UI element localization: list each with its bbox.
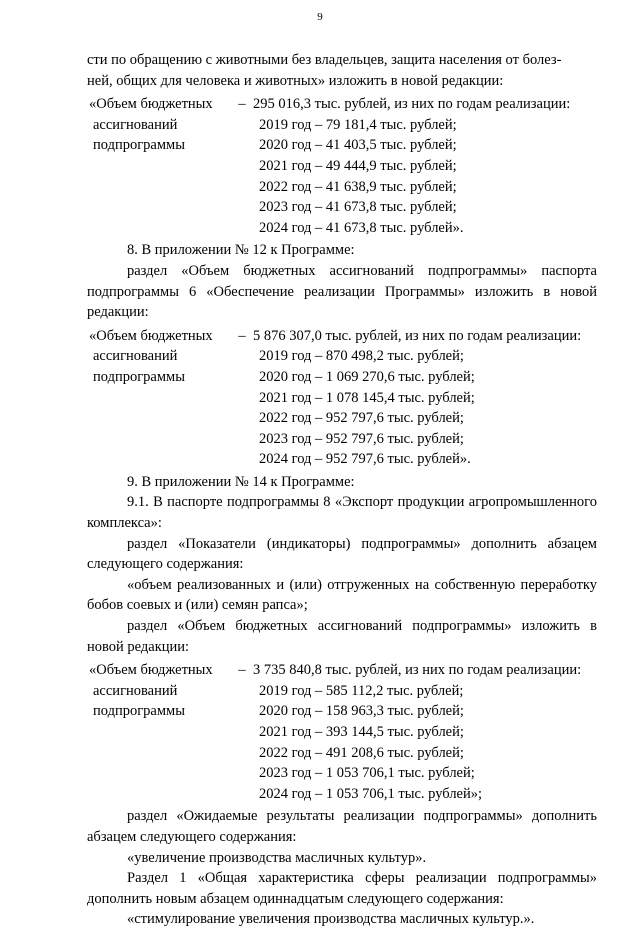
budget-year-line: 2021 год – 1 078 145,4 тыс. рублей; [259, 389, 475, 406]
budget-year-line: 2024 год – 952 797,6 тыс. рублей». [259, 451, 471, 468]
quote-stimulation: «стимулирование увеличения производства масличных культур.». [127, 911, 535, 928]
budget-dash: – [238, 662, 246, 679]
budget-year-line: 2019 год – 870 498,2 тыс. рублей; [259, 348, 464, 365]
budget-year-line: 2023 год – 1 053 706,1 тыс. рублей; [259, 765, 475, 782]
quote-oilseed-production: «увеличение производства масличных культур». [127, 849, 427, 866]
budget-year-line: 2021 год – 49 444,9 тыс. рублей; [259, 157, 457, 174]
budget-values [247, 326, 597, 470]
budget-year-line: 2020 год – 158 963,3 тыс. рублей; [259, 703, 464, 720]
budget-label-line: ассигнований [93, 116, 178, 133]
budget-year-line: 2019 год – 79 181,4 тыс. рублей; [259, 116, 457, 133]
budget-label-line: подпрограммы [93, 137, 185, 154]
budget-year-line: 2023 год – 41 673,8 тыс. рублей; [259, 199, 457, 216]
budget-year-line: 2021 год – 393 144,5 тыс. рублей; [259, 724, 464, 740]
section-1-text: Раздел 1 «Общая характеристика сферы реализации подпрограммы» дополнить новым абзацем одиннадцатым следующего содержания: [87, 870, 597, 907]
page-number: 9 [317, 11, 323, 23]
budget-label-line: «Объем бюджетных [89, 96, 213, 113]
budget-year-line: 2022 год – 952 797,6 тыс. рублей; [259, 410, 464, 427]
budget-dash: – [238, 96, 246, 113]
budget-year-line: 2019 год – 585 112,2 тыс. рублей; [259, 682, 464, 699]
indicators-text: раздел «Показатели (индикаторы) подпрограммы» дополнить абзацем следующего содержания: [87, 535, 597, 573]
section-9-1-text: 9.1. В паспорте подпрограммы 8 «Экспорт продукции агропромышленного комплекса»: [87, 494, 597, 532]
section-8-heading: 8. В приложении № 12 к Программе: [127, 242, 355, 259]
budget-label-line: подпрограммы [93, 368, 185, 385]
budget-label [87, 326, 237, 470]
section-9-heading: 9. В приложении № 14 к Программе: [127, 473, 355, 490]
quote-soy-rapeseed: «объем реализованных и (или) отгруженных на собственную переработку бобов соевых и (или) семян рапса»; [87, 576, 597, 614]
budget-values [247, 94, 597, 238]
budget-year-line: 2024 год – 41 673,8 тыс. рублей». [259, 219, 464, 236]
budget-label-line: ассигнований [93, 348, 178, 365]
budget-year-line: 2022 год – 41 638,9 тыс. рублей; [259, 178, 457, 195]
section-8-text: раздел «Объем бюджетных ассигнований подпрограммы» паспорта подпрограммы 6 «Обеспечение реализации Программы» изложить в новой редакции: [87, 262, 597, 321]
budget-block-2 [87, 326, 597, 470]
budget-year-line: 2023 год – 952 797,6 тыс. рублей; [259, 430, 464, 447]
budget-label-line: «Объем бюджетных [89, 662, 213, 679]
budget-block-3 [87, 660, 597, 804]
document-body [87, 50, 597, 930]
budget-year-line: 2024 год – 1 053 706,1 тыс. рублей»; [259, 785, 483, 802]
budget-year-line: 2020 год – 41 403,5 тыс. рублей; [259, 137, 457, 154]
budget-label-line: «Объем бюджетных [89, 327, 213, 344]
expected-results-text: раздел «Ожидаемые результаты реализации подпрограммы» дополнить абзацем следующего содержания: [87, 808, 597, 845]
budget-redaction-text: раздел «Объем бюджетных ассигнований подпрограммы» изложить в новой редакции: [87, 618, 597, 655]
budget-total: 5 876 307,0 тыс. рублей, из них по годам реализации: [253, 327, 582, 344]
budget-total: 295 016,3 тыс. рублей, из них по годам реализации: [253, 96, 571, 113]
budget-label [87, 660, 237, 804]
budget-total: 3 735 840,8 тыс. рублей, из них по годам реализации: [253, 662, 582, 679]
budget-label-line: подпрограммы [93, 703, 185, 720]
budget-label [87, 94, 237, 238]
budget-block-1 [87, 94, 597, 238]
budget-label-line: ассигнований [93, 682, 178, 699]
intro-line-2: ней, общих для человека и животных» изложить в новой редакции: [87, 72, 504, 89]
budget-year-line: 2020 год – 1 069 270,6 тыс. рублей; [259, 368, 475, 385]
budget-dash: – [238, 327, 246, 344]
budget-values [247, 660, 597, 804]
budget-year-line: 2022 год – 491 208,6 тыс. рублей; [259, 744, 464, 761]
intro-line-1: сти по обращению с животными без владельцев, защита населения от болез- [87, 52, 562, 68]
